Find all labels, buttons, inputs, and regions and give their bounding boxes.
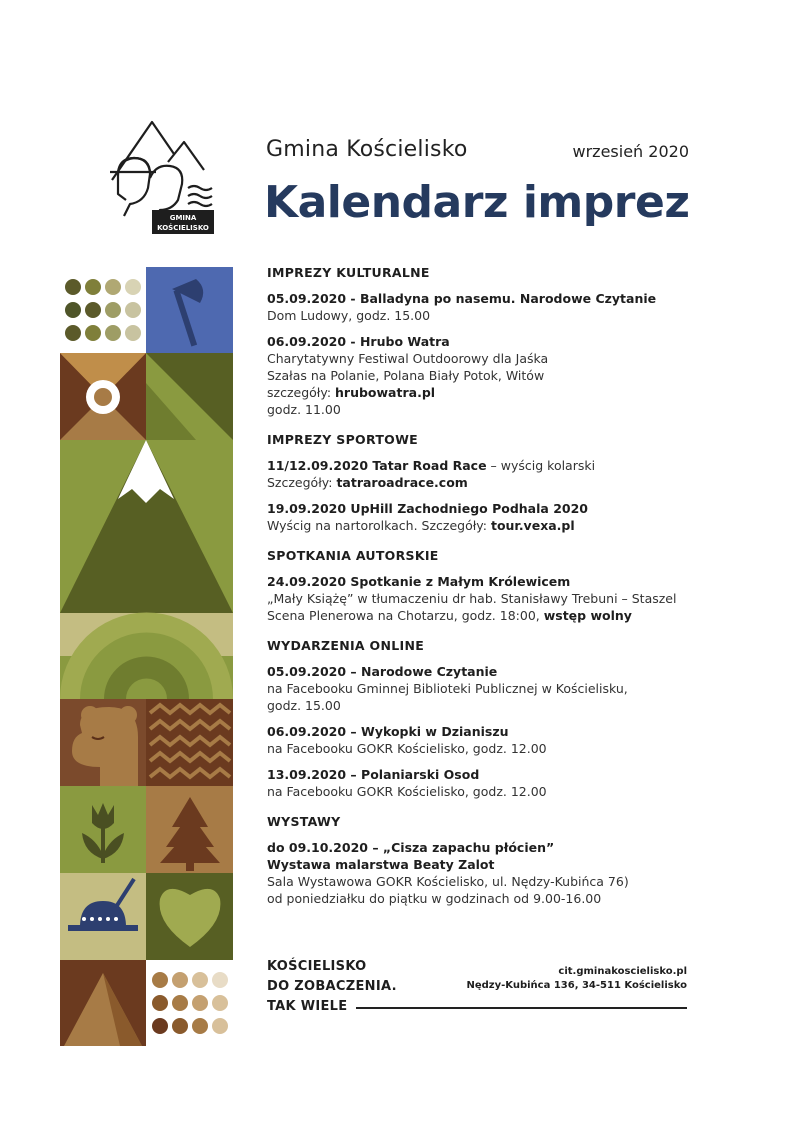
section-title: IMPREZY SPORTOWE — [267, 432, 419, 447]
event-item — [267, 663, 707, 714]
slogan-line: DO ZOBACZENIA. — [267, 979, 397, 994]
details-prefix: szczegóły: — [267, 385, 336, 400]
event-detail: Dom Ludowy, godz. 15.00 — [267, 308, 431, 323]
logo-text-2: KOŚCIELISKO — [157, 224, 209, 232]
event-title: 06.09.2020 - Hrubo Watra — [267, 334, 450, 349]
event-item — [267, 573, 707, 624]
logo-waves — [188, 186, 212, 206]
event-details-line — [267, 474, 707, 491]
decorative-mosaic — [60, 267, 233, 1046]
event-title: 05.09.2020 – Narodowe Czytanie — [267, 664, 498, 679]
event-item — [267, 500, 707, 534]
section-title: SPOTKANIA AUTORSKIE — [267, 548, 439, 563]
events-content — [267, 265, 707, 921]
event-subtitle: – wyścig kolarski — [486, 458, 596, 473]
section-sport — [267, 432, 707, 534]
logo-text-1: GMINA — [169, 214, 197, 222]
event-item — [267, 766, 707, 800]
slogan-line: TAK WIELE — [267, 999, 348, 1014]
event-title: 11/12.09.2020 Tatar Road Race — [267, 458, 487, 473]
event-title-line — [267, 457, 707, 474]
event-title: 24.09.2020 Spotkanie z Małym Królewicem — [267, 574, 571, 589]
event-title: 06.09.2020 – Wykopki w Dzianiszu — [267, 724, 509, 739]
section-author — [267, 548, 707, 624]
event-detail: na Facebooku GOKR Kościelisko, godz. 12.00 — [267, 784, 547, 799]
event-detail: „Mały Książę” w tłumaczeniu dr hab. Stanisławy Trebuni – Staszel — [267, 591, 677, 606]
section-title: WYSTAWY — [267, 814, 341, 829]
event-item — [267, 333, 707, 418]
dots-tile-top — [65, 279, 141, 341]
event-detail: Charytatywny Festiwal Outdoorowy dla Jaśka — [267, 351, 549, 366]
event-item — [267, 290, 707, 324]
gmina-logo — [104, 118, 224, 238]
location-text: Scena Plenerowa na Chotarzu, godz. 18:00, — [267, 608, 544, 623]
event-time: godz. 11.00 — [267, 402, 341, 417]
event-item — [267, 723, 707, 757]
event-detail: na Facebooku Gminnej Biblioteki Publicznej w Kościelisku, — [267, 681, 628, 696]
section-cultural — [267, 265, 707, 418]
details-prefix: Szczegóły: — [267, 475, 337, 490]
section-title: WYDARZENIA ONLINE — [267, 638, 425, 653]
event-time: godz. 15.00 — [267, 698, 341, 713]
event-item — [267, 839, 707, 907]
free-entry-note: wstęp wolny — [543, 608, 632, 623]
event-details-line — [267, 517, 707, 534]
section-exhibitions — [267, 814, 707, 907]
event-location: Szałas na Polanie, Polana Biały Potok, Witów — [267, 368, 545, 383]
event-subtitle: Wystawa malarstwa Beaty Zalot — [267, 857, 495, 872]
event-title: 05.09.2020 - Balladyna po nasemu. Narodowe Czytanie — [267, 291, 657, 306]
event-time: od poniedziałku do piątku w godzinach od 9.00-16.00 — [267, 891, 602, 906]
page-title: Kalendarz imprez — [264, 177, 690, 228]
tatraroadrace-link[interactable]: tatraroadrace.com — [336, 475, 468, 490]
footer-address: Nędzy-Kubińca 136, 34-511 Kościelisko — [466, 980, 687, 991]
event-location: Sala Wystawowa GOKR Kościelisko, ul. Nędzy-Kubińca 76) — [267, 874, 629, 889]
header-date: wrzesień 2020 — [572, 142, 689, 161]
dots-tile-bottom — [152, 972, 228, 1034]
event-item — [267, 457, 707, 491]
hrubowatra-link[interactable]: hrubowatra.pl — [335, 385, 436, 400]
event-detail: na Facebooku GOKR Kościelisko, godz. 12.00 — [267, 741, 547, 756]
section-online — [267, 638, 707, 800]
event-details-line — [267, 384, 707, 401]
slogan-line: KOŚCIELISKO — [267, 959, 367, 974]
event-title: 19.09.2020 UpHill Zachodniego Podhala 2020 — [267, 501, 588, 516]
event-title: 13.09.2020 – Polaniarski Osod — [267, 767, 480, 782]
details-prefix: Wyścig na nartorolkach. Szczegóły: — [267, 518, 491, 533]
event-location — [267, 607, 707, 624]
footer-website-link[interactable]: cit.gminakoscielisko.pl — [558, 966, 687, 977]
event-title: do 09.10.2020 – „Cisza zapachu płócien” — [267, 840, 555, 855]
tour-vexa-link[interactable]: tour.vexa.pl — [490, 518, 575, 533]
footer-divider — [356, 1007, 687, 1009]
section-title: IMPREZY KULTURALNE — [267, 265, 430, 280]
organization-name: Gmina Kościelisko — [266, 137, 468, 162]
logo-face-1 — [118, 158, 150, 216]
